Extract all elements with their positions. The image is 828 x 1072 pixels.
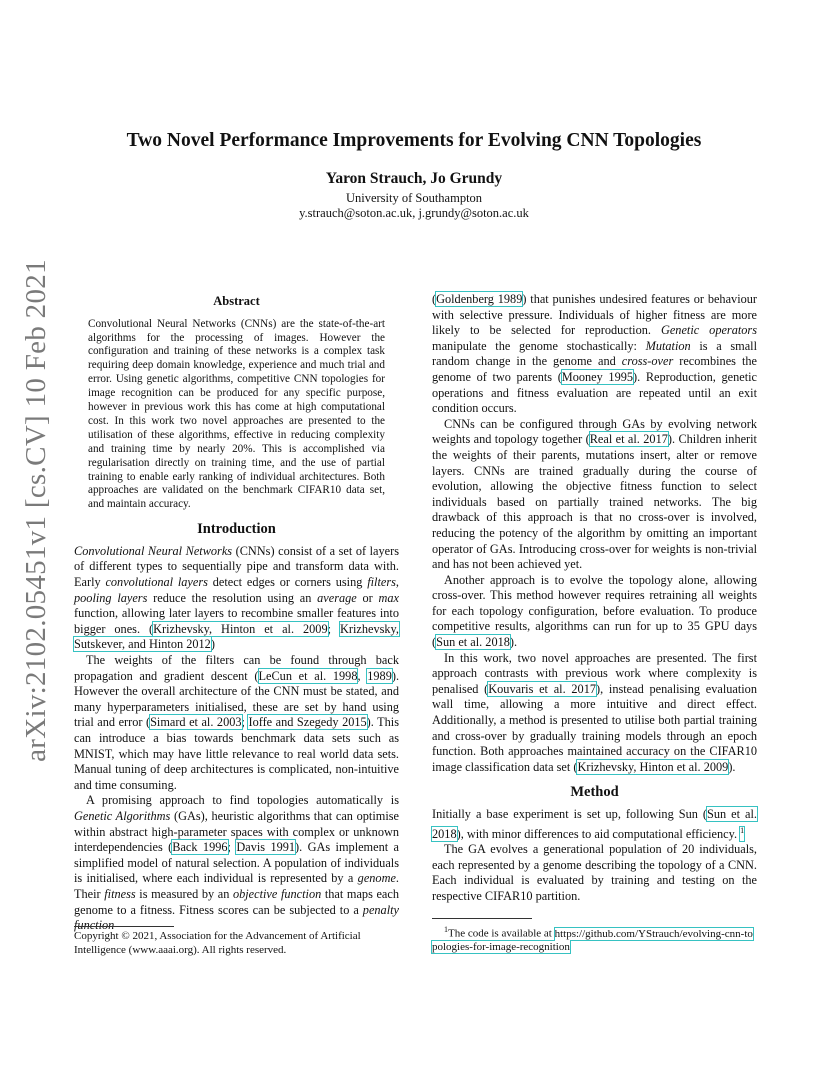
affiliation: University of Southampton: [345, 191, 483, 205]
method-paragraph-2: The GA evolves a generational population of 20 individuals, each represented by a genome describing the topology of a CNN. Each individual is evaluated by training and testing on the respective CIFAR10 partition.: [432, 842, 757, 904]
right-paragraph-3: Another approach is to evolve the topology alone, allowing cross-over. This method however requires retraining all weights for each topology configuration, before evaluation. To produce competitive results, algorithms can run for up to 35 GPU days (Sun et al. 2018).: [432, 572, 757, 650]
abstract-text: Convolutional Neural Networks (CNNs) are the state-of-the-art algorithms for the processing of images. However the configuration and training of these networks is a complex task requiring deep domain knowledge, experience and much trial and error. Using genetic algorithms, competitive CNN topologies for image recognition can be produced for any specific purpose, however in previous work this has come at high computational cost. In this work two novel approaches are presented to the utilisation of these algorithms, effective in reducing complexity and training time by nearly 20%. This is accomplished via regularisation directly on training time, and the use of partial training to enable early ranking of individual architectures. Both approaches are validated on the benchmark CIFAR10 data set, and maintain accuracy.: [88, 317, 385, 511]
citation-link[interactable]: Sun et al. 2018: [436, 635, 510, 650]
left-column: [74, 292, 399, 934]
citation-link[interactable]: Krizhevsky, Sutskever, and Hinton 2012: [74, 621, 399, 652]
footnote-marker[interactable]: 1: [740, 827, 744, 841]
citation-link[interactable]: LeCun et al. 1998: [258, 668, 358, 683]
footnote-divider: [432, 918, 532, 919]
abstract-heading: Abstract: [213, 294, 260, 308]
citation-link[interactable]: Back 1996: [172, 840, 228, 855]
copyright-notice: [74, 926, 399, 957]
citation-link[interactable]: Sun et al. 2018: [432, 807, 757, 841]
citation-link[interactable]: Real et al. 2017: [589, 432, 668, 447]
method-heading: Method: [570, 784, 619, 801]
code-repository-link[interactable]: https://github.com/YStrauch/evolving-cnn-topologies-for-image-recognition: [432, 927, 753, 954]
citation-link[interactable]: 1989: [367, 668, 392, 683]
citation-link[interactable]: Goldenberg 1989: [436, 292, 523, 306]
intro-paragraph-3: A promising approach to find topologies automatically is Genetic Algorithms (GAs), heuristic algorithms that can optimise within abstract high-parameter spaces with complex or unknown interdependencies (Back 1996; Davis 1991). GAs implement a simplified model of natural selection. A population of individuals is initialised, where each individual is represented by a genome. Their fitness is measured by an objective function that maps each genome to a fitness. Fitness scores can be subjected to a penalty function: [74, 793, 400, 933]
right-paragraph-2: CNNs can be configured through GAs by evolving network weights and topology together (Real et al. 2017). Children inherit the weights of their parents, mutations insert, alter or remove layers. CNNs are trained gradually during the course of evolution, allowing the objective fitness function to select individuals based on partially trained networks. The big drawback of this approach is that no cross-over is involved, reducing the potency of the algorithm by omitting an important operator of GAs. Introducing cross-over for weights is non-trivial and has not been achieved yet.: [432, 416, 757, 572]
footnote: [432, 918, 757, 955]
right-paragraph-4: In this work, two novel approaches are presented. The first approach contrasts with previous work where complexity is penalised (Kouvaris et al. 2017), instead penalising evaluation wall time, allowing a more intuitive and direct effect. Additionally, a method is presented to utilise both partial training and cross-over by gradually training models through an epoch function. Both approaches maintained accuracy on the CIFAR10 image classification data set (Krizhevsky, Hinton et al. 2009).: [432, 650, 757, 774]
citation-link[interactable]: Simard et al. 2003: [150, 715, 242, 730]
arxiv-id-text: arXiv:2102.05451v1 [cs.CV] 10 Feb 2021: [19, 258, 52, 762]
emails: y.strauch@soton.ac.uk, j.grundy@soton.ac.uk: [299, 206, 529, 220]
citation-link[interactable]: Kouvaris et al. 2017: [488, 681, 596, 696]
arxiv-identifier: [14, 258, 58, 762]
right-paragraph-1: (Goldenberg 1989) that punishes undesired features or behaviour with selective pressure. Individuals of higher fitness are more likely to be selected for reproduction. Genetic operators manipulate the genome stochastically: Mutation is a small random change in the genome and cross-over recombines the genome of two parents (Mooney 1995). Reproduction, genetic operations and fitness evaluation are repeated until an exit condition occurs.: [432, 292, 758, 416]
citation-link[interactable]: Mooney 1995: [561, 369, 634, 384]
copyright-divider: [74, 926, 174, 927]
copyright-text: Copyright © 2021, Association for the Advancement of Artificial Intelligence (www.aaai.org). All rights reserved.: [74, 930, 361, 956]
intro-paragraph-2: The weights of the filters can be found through back propagation and gradient descent (LeCun et al. 1998, 1989). However the overall architecture of the CNN must be stated, and many hyperparameters initialised, these are set by hand using trial and error (Simard et al. 2003; Ioffe and Szegedy 2015). This can introduce a bias towards benchmark data sets such as MNIST, which may have little relevance to real world data sets. Manual tuning of deep architectures is complicated, non-intuitive and time consuming.: [74, 653, 400, 792]
right-column: [432, 292, 757, 905]
authors: Yaron Strauch, Jo Grundy: [325, 170, 503, 187]
intro-paragraph-1: Convolutional Neural Networks (CNNs) consist of a set of layers of different types to sequentially pipe and transform data with. Early convolutional layers detect edges or corners using filters, pooling layers reduce the resolution using an average or max function, allowing later layers to recombine smaller features into bigger ones. (Krizhevsky, Hinton et al. 2009; Krizhevsky, Sutskever, and Hinton 2012): [74, 543, 399, 652]
method-paragraph-1: Initially a base experiment is set up, following Sun (Sun et al. 2018), with minor differences to aid computational efficiency. $^1$: [432, 807, 757, 841]
footnote-text: $^1$The code is available at https://github.com/YStrauch/evolving-cnn-topologies-for-image-recognition: [432, 925, 753, 954]
citation-link[interactable]: Davis 1991: [236, 840, 296, 855]
citation-link[interactable]: Krizhevsky, Hinton et al. 2009: [153, 621, 328, 636]
introduction-heading: Introduction: [197, 521, 276, 538]
citation-link[interactable]: Ioffe and Szegedy 2015: [248, 715, 367, 730]
paper-title: Two Novel Performance Improvements for Evolving CNN Topologies: [126, 130, 702, 151]
citation-link[interactable]: Krizhevsky, Hinton et al. 2009: [577, 759, 729, 774]
